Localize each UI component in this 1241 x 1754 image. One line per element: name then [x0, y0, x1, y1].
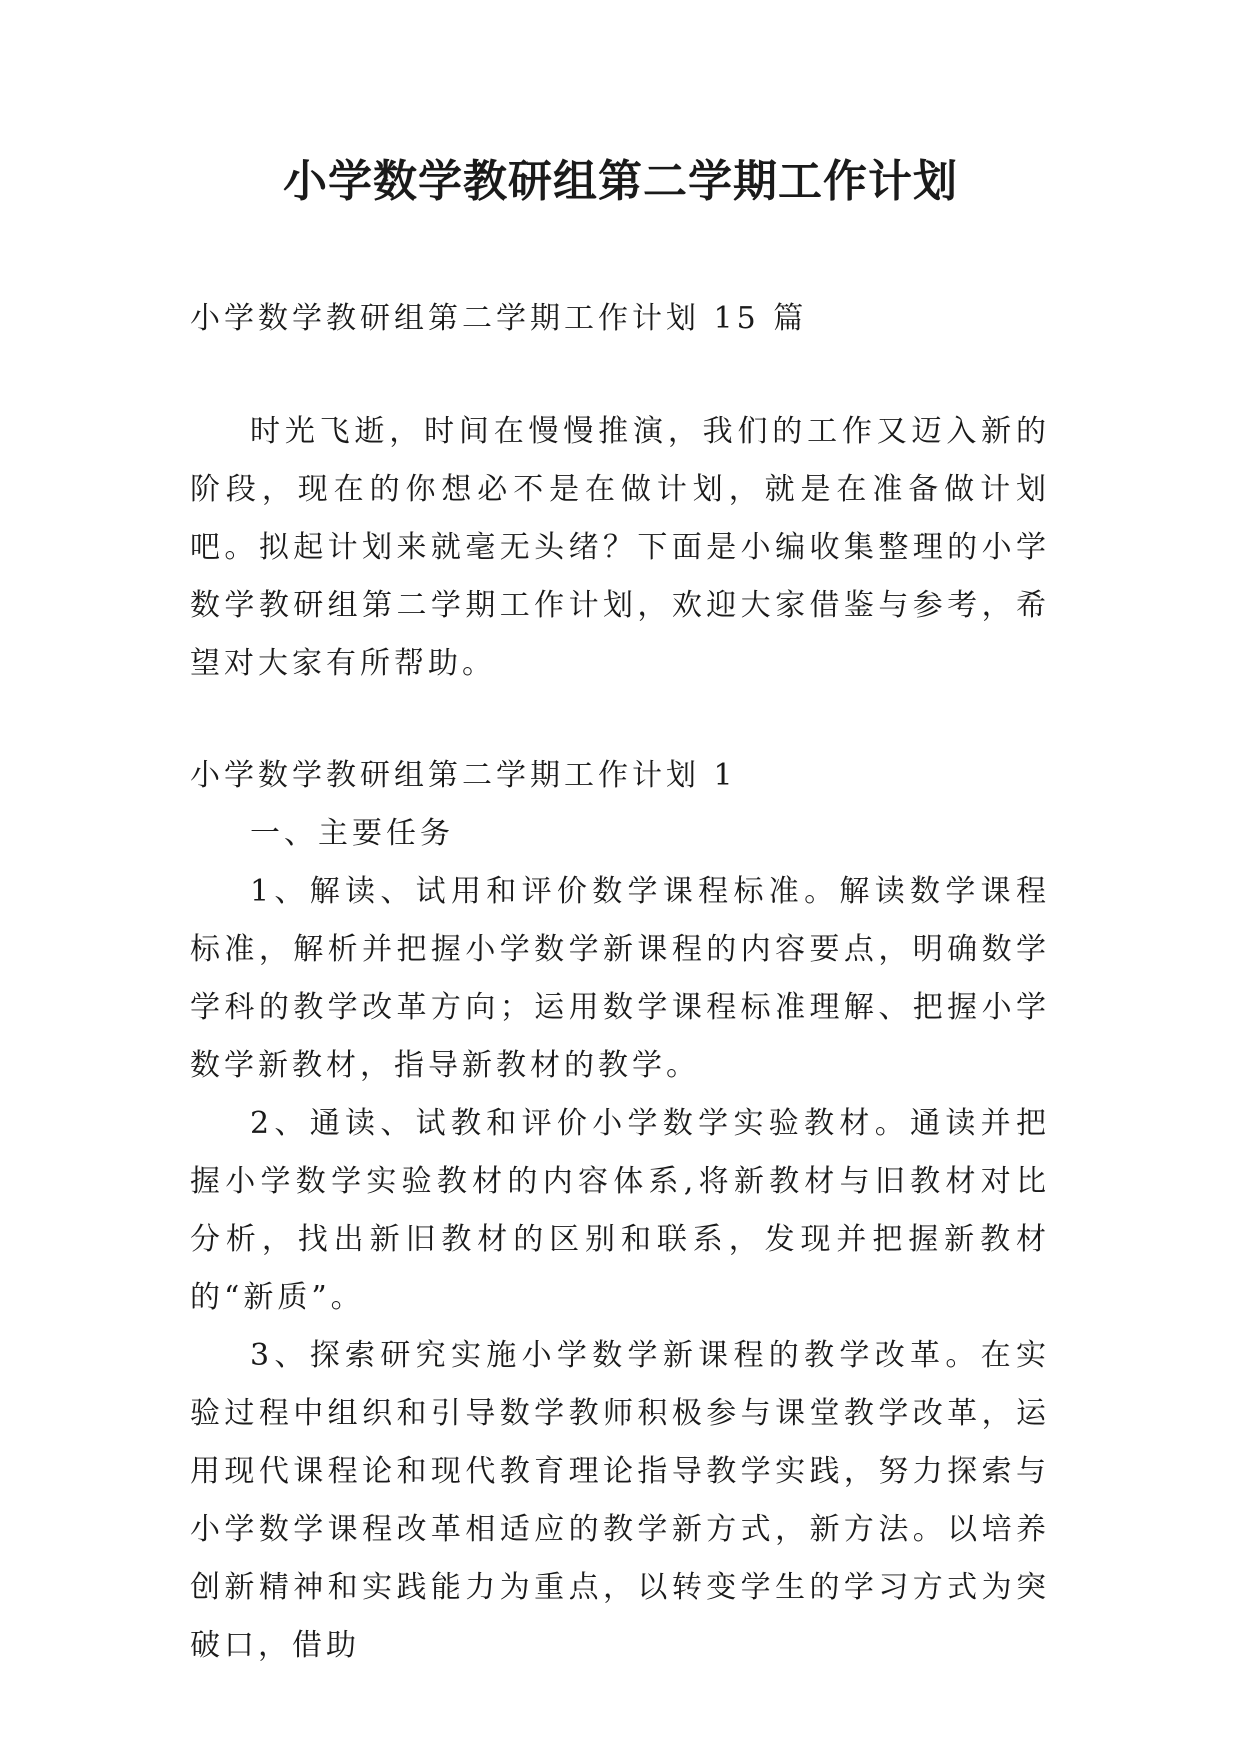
section-paragraph-2: 2、通读、试教和评价小学数学实验教材。通读并把握小学数学实验教材的内容体系,将新教材与旧教材对比分析，找出新旧教材的区别和联系，发现并把握新教材的“新质”。 [190, 1106, 1050, 1315]
section-1 [190, 747, 1050, 1675]
section-subheading: 一、主要任务 [250, 816, 454, 851]
intro-paragraph: 时光飞逝，时间在慢慢推演，我们的工作又迈入新的阶段，现在的你想必不是在做计划，就是在准备做计划吧。拟起计划来就毫无头绪？下面是小编收集整理的小学数学教研组第二学期工作计划，欢迎大家借鉴与参考，希望对大家有所帮助。 [190, 414, 1050, 681]
section-paragraph-3: 3、探索研究实施小学数学新课程的教学改革。在实验过程中组织和引导数学教师积极参与课堂教学改革，运用现代课程论和现代教育理论指导教学实践，努力探索与小学数学课程改革相适应的教学新方式，新方法。以培养创新精神和实践能力为重点，以转变学生的学习方式为突破口，借助 [190, 1338, 1050, 1663]
document-title: 小学数学教研组第二学期工作计划 [283, 156, 958, 207]
section-heading: 小学数学教研组第二学期工作计划 1 [190, 758, 737, 793]
section-paragraph-1: 1、解读、试用和评价数学课程标准。解读数学课程标准，解析并把握小学数学新课程的内容要点，明确数学学科的教学改革方向；运用数学课程标准理解、把握小学数学新教材，指导新教材的教学。 [190, 874, 1050, 1083]
document-subtitle: 小学数学教研组第二学期工作计划 15 篇 [190, 301, 808, 336]
intro-block [190, 403, 1050, 693]
